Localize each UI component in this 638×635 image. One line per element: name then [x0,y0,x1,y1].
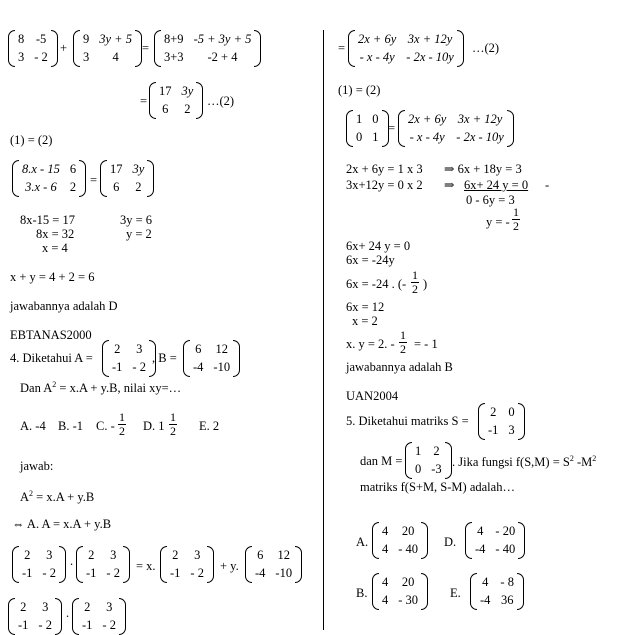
option-b: B. -1 [58,419,83,433]
matrix-grid [167,546,207,583]
matrix-cell: -1 [488,423,499,437]
matrix-cell: -10 [275,566,293,580]
equation-line: ⇔ A. A = x.A + y.B [12,517,112,531]
matrix-cell: - 2 [106,566,120,580]
equation-text: + y. [220,559,239,573]
paren-right [147,160,154,197]
matrix-cell: 36 [500,593,514,607]
matrix-cell: 4 [482,575,489,589]
section-label: (1) = (2) [338,83,381,97]
paren-left [73,30,80,67]
system-line: ⇒ 6x + 18y = 3 [444,162,522,176]
matrix-cell: 12 [215,342,228,356]
paren-left [8,30,15,67]
paren-left [149,82,156,119]
paren-left [72,598,79,635]
matrix-cell: 4 [382,575,389,589]
source-label: UAN2004 [346,389,399,403]
column-divider [323,30,324,630]
section-label: (1) = (2) [10,133,53,147]
matrix-cell: 4 [382,524,389,538]
matrix-cell: 17 [159,84,172,98]
question-text: matriks f(S+M, S-M) adalah… [360,480,515,494]
matrix-cell: - 2x - 10y [406,50,454,64]
option-a: A. [356,535,369,549]
matrix-top [348,30,464,67]
matrix-cell: -4 [255,566,266,580]
matrix-grid [190,340,233,377]
matrix-cell: 2x + 6y [358,32,397,46]
system-line: 3x+12y = 0 x 2 [346,178,423,192]
matrix-cell: 3 [46,548,53,562]
matrix-cell: - 20 [495,524,516,538]
system-line: 0 - 6y = 3 [466,193,515,207]
matrix-cell: 2 [135,180,142,194]
matrix-cell: 2 [24,548,31,562]
matrix-q4-b [183,340,240,377]
matrix-l2 [149,82,203,119]
equation-line: 6x = 12 [346,300,385,314]
matrix-cell: - 2 [190,566,204,580]
sum-line: x + y = 4 + 2 = 6 [10,270,95,284]
answer-line: jawabannya adalah B [346,360,453,374]
source-label: EBTANAS2000 [10,328,92,342]
paren-left [346,110,353,147]
paren-left [405,442,412,479]
matrix-cell: 3.x - 6 [25,180,57,194]
paren-right [421,573,428,610]
matrix-grid [379,573,421,610]
paren-left [372,573,379,610]
matrix-grid [379,522,421,559]
question-text: . Jika fungsi $f(S,M) = S^2$ $-M^2$ [452,454,597,470]
matrix-cell: - 2 [34,50,48,64]
matrix-grid [19,546,59,583]
matrix-cell: 2x + 6y [408,112,447,126]
system-line: y = - [486,215,510,229]
matrix-cell: 2 [172,548,179,562]
matrix-cell: 1 [356,112,363,126]
matrix-cell: 2 [88,548,95,562]
equals-sign: = [90,173,98,187]
paren-right [119,598,126,635]
paren-right [518,403,525,440]
paren-left [102,340,109,377]
matrix-bottom-2 [72,598,126,635]
equation-line: 6x = -24 . (- [346,277,407,291]
matrix-grid [353,110,382,147]
paren-right [445,442,452,479]
paren-left [76,546,83,583]
matrix-l1-b [73,30,142,67]
matrix-cell: 0 [356,130,363,144]
system-line: ⇒ [444,178,455,192]
equation-line: $A^2 = x.A + y.B$ [20,489,95,505]
matrix-grid [472,522,518,559]
equation-ref: …(2) [472,41,500,55]
matrix-cell: -10 [213,360,231,374]
matrix-cell: 2 [69,180,77,194]
matrix-cell: - 30 [398,593,419,607]
matrix-cell: 3 [42,600,49,614]
fraction-one-half: $\frac{1}{2}$ [412,268,418,296]
matrix-cell: 3 [508,423,515,437]
paren-right [207,546,214,583]
option-a: A. -4 [20,419,46,433]
matrix-cell: 6 [257,548,264,562]
equation-text: = x. [136,559,156,573]
question-text: 4. Diketahui A = [10,351,93,365]
matrix-cell: - 2 [102,618,116,632]
matrix-cell: 3 [83,50,90,64]
paren-right [233,340,240,377]
equation-line: x. y = 2. - [346,337,395,351]
matrix-cell: 6 [162,102,169,116]
matrix-grid [477,573,517,610]
matrix-cell: 3y [132,162,145,176]
matrix-grid [80,30,135,67]
matrix-cell: -1 [170,566,181,580]
paren-left [12,546,19,583]
matrix-cell: - 8 [500,575,514,589]
paren-right [135,30,142,67]
matrix-bottom-1 [8,598,62,635]
matrix-cell: -4 [480,593,491,607]
matrix-option-e [470,573,524,610]
paren-right [79,160,86,197]
paren-right [51,30,58,67]
matrix-cell: 3 [106,600,113,614]
minus-sign: - [545,178,550,192]
equals-sign: = [338,41,346,55]
matrix-grid [156,82,196,119]
matrix-grid [412,442,445,479]
dot-operator: . [70,554,74,568]
matrix-cell: 2 [490,405,497,419]
matrix-cell: -1 [112,360,123,374]
matrix-grid [405,110,507,147]
paren-right [517,573,524,610]
paren-left [478,403,485,440]
matrix-cell: 2 [433,444,440,458]
question-text: , B = [152,351,177,365]
plus-sign: + [60,41,68,55]
fraction-one-half: $\frac{1}{2}$ [400,328,406,356]
matrix-cell: 2 [184,102,191,116]
paren-left [465,522,472,559]
option-d: D. 1 [143,419,165,433]
paren-left [8,598,15,635]
fraction-one-half: $\frac{1}{2}$ [170,410,176,438]
matrix-cell: 9 [83,32,90,46]
matrix-option-d [465,522,525,559]
matrix-cell: 0 [372,112,379,126]
equals-sign: = [388,121,396,135]
option-e: E. [450,586,461,600]
matrix-cell: -1 [86,566,97,580]
equation-line: = - 1 [414,337,438,351]
equation-line: ) [423,277,428,291]
matrix-m [405,442,452,479]
matrix-cell: -1 [18,618,29,632]
dot-operator: . [66,606,70,620]
option-e: E. 2 [199,419,220,433]
matrix-l1-c [154,30,261,67]
matrix-q4-a [102,340,156,377]
matrix-cell: 20 [401,524,415,538]
paren-right [254,30,261,67]
matrix-cell: -4 [193,360,204,374]
equation-line: y = 2 [126,227,152,241]
equation-line: 8x = 32 [36,227,75,241]
matrix-cell: 3+3 [164,50,184,64]
matrix-cell: 1 [415,444,422,458]
matrix-grid [355,30,457,67]
matrix-cell: 17 [110,162,123,176]
paren-left [348,30,355,67]
equation-line: 6x = -24y [346,253,395,267]
matrix-cell: 4 [382,593,389,607]
paren-right [518,522,525,559]
option-d: D. [444,535,457,549]
fraction-one-half: $\frac{1}{2}$ [513,205,519,233]
matrix-cell: 3y [181,84,194,98]
matrix-option-a [372,522,428,559]
matrix-cell: 8 [18,32,25,46]
identity-matrix [346,110,389,147]
matrix-cell: 3 [136,342,143,356]
paren-right [507,110,514,147]
matrix-cell: -2 + 4 [207,50,238,64]
question-text: Dan $A^2 = x.A + y.B$, nilai xy=… [20,380,182,396]
paren-left [100,160,107,197]
matrix-cell: - 2 [132,360,146,374]
system-line: 2x + 6y = 1 x 3 [346,162,423,176]
matrix-cell: -1 [22,566,33,580]
paren-right [421,522,428,559]
matrix-cell: -5 [35,32,47,46]
matrix-grid [15,30,51,67]
matrix-grid [79,598,119,635]
matrix-cell: - 40 [495,542,516,556]
paren-left [245,546,252,583]
paren-left [160,546,167,583]
matrix-cell: 0 [415,462,422,476]
matrix-grid [252,546,295,583]
paren-left [372,522,379,559]
matrix-cell: 1 [372,130,379,144]
matrix-option-b [372,573,428,610]
paren-right [295,546,302,583]
matrix-s [478,403,525,440]
matrix-big-3 [160,546,214,583]
matrix-grid [161,30,254,67]
matrix-cell: 8.x - 15 [22,162,60,176]
equation-ref: …(2) [207,94,235,108]
system-line: 6x+ 24 y = 0 [464,178,529,192]
matrix-grid [19,160,79,197]
matrix-cell: 4 [382,542,389,556]
matrix-cell: 3 [110,548,117,562]
equals-sign: = [140,94,148,108]
matrix-l3-b [100,160,154,197]
paren-right [457,30,464,67]
matrix-grid [109,340,149,377]
matrix-cell: 0 [508,405,515,419]
matrix-grid [107,160,147,197]
matrix-cell: -4 [475,542,486,556]
option-b: B. [356,586,368,600]
paren-right [196,82,203,119]
matrix-cell: 3 [194,548,201,562]
matrix-big-4 [245,546,302,583]
matrix-cell: 6 [195,342,202,356]
equals-sign: = [142,41,150,55]
matrix-cell: 6 [113,180,120,194]
paren-left [12,160,19,197]
matrix-cell: - 2 [42,566,56,580]
matrix-cell: 8+9 [164,32,184,46]
matrix-l1-a [8,30,58,67]
equation-line: x = 4 [42,241,68,255]
paren-left [470,573,477,610]
paren-right [55,598,62,635]
matrix-cell: 3y + 5 [99,32,132,46]
matrix-cell: - 2 [38,618,52,632]
paren-right [59,546,66,583]
answer-label: jawab: [20,459,54,473]
matrix-cell: - 40 [398,542,419,556]
matrix-cell: 3x + 12y [407,32,453,46]
equation-line: 6x+ 24 y = 0 [346,239,411,253]
matrix-cell: -5 + 3y + 5 [193,32,252,46]
equation-line: x = 2 [352,314,378,328]
matrix-grid [83,546,123,583]
fraction-one-half: $\frac{1}{2}$ [119,410,125,438]
matrix-grid [15,598,55,635]
matrix-cell: -3 [431,462,442,476]
option-c: C. - [96,419,115,433]
matrix-big-2 [76,546,130,583]
matrix-cell: 3x + 12y [457,112,503,126]
matrix-grid [485,403,518,440]
matrix-cell: 6 [69,162,77,176]
matrix-cell: 4 [477,524,484,538]
question-text: 5. Diketahui matriks S = [346,414,469,428]
equation-line: 8x-15 = 17 [20,213,75,227]
question-text: dan M = [360,454,403,468]
matrix-cell: 2 [114,342,121,356]
paren-left [398,110,405,147]
matrix-cell: 4 [112,50,119,64]
matrix-cell: 3 [18,50,25,64]
matrix-l3-a [12,160,86,197]
matrix-cell: - x - 4y [359,50,395,64]
equation-line: 3y = 6 [120,213,153,227]
paren-right [123,546,130,583]
matrix-cell: - 2x - 10y [456,130,504,144]
paren-left [183,340,190,377]
paren-left [154,30,161,67]
matrix-rhs [398,110,514,147]
matrix-cell: 12 [277,548,290,562]
answer-line: jawabannya adalah D [10,299,118,313]
matrix-cell: - x - 4y [409,130,445,144]
matrix-cell: 2 [20,600,27,614]
matrix-cell: -1 [82,618,93,632]
matrix-big-1 [12,546,66,583]
matrix-cell: 20 [401,575,415,589]
matrix-cell: 2 [84,600,91,614]
